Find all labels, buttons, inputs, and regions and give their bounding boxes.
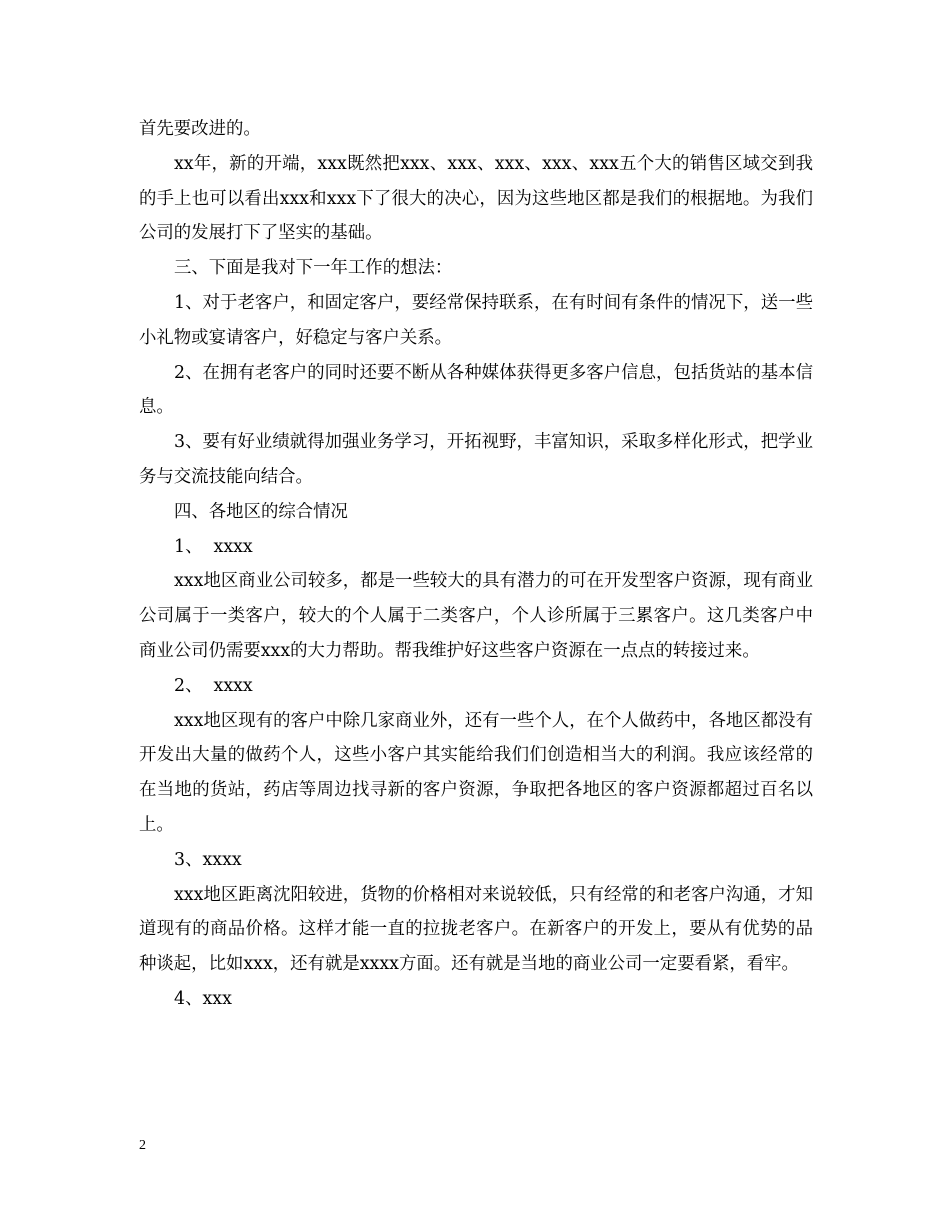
- section-heading-next-year-plan: 三、下面是我对下一年工作的想法：: [174, 258, 453, 279]
- page-body: [139, 112, 813, 1017]
- region-paragraph-1: xxx地区商业公司较多，都是一些较大的具有潜力的可在开发型客户资源，现有商业公司属于一类客户，较大的个人属于二类客户，个人诊所属于三累客户。这几类客户中商业公司仍需要xxx的大力帮助。帮我维护好这些客户资源在一点点的转接过来。: [139, 571, 813, 661]
- region-heading-4: 4、xxx: [174, 988, 232, 1009]
- plan-item-1: 1、对于老客户，和固定客户，要经常保持联系，在有时间有条件的情况下，送一些小礼物或宴请客户，好稳定与客户关系。: [139, 292, 813, 348]
- plan-item-3: 3、要有好业绩就得加强业务学习，开拓视野，丰富知识，采取多样化形式，把学业务与交流技能向结合。: [139, 432, 813, 487]
- region-paragraph-2: xxx地区现有的客户中除几家商业外，还有一些个人，在个人做药中，各地区都没有开发出大量的做药个人，这些小客户其实能给我们们创造相当大的利润。我应该经常的在当地的货站，药店等周边找寻新的客户资源，争取把各地区的客户资源都超过百名以上。: [139, 710, 813, 835]
- paragraph-sales-regions: xx年，新的开端，xxx既然把xxx、xxx、xxx、xxx、xxx五个大的销售区域交到我的手上也可以看出xxx和xxx下了很大的决心，因为这些地区都是我们的根据地。为我们公司的发展打下了坚实的基础。: [139, 153, 813, 244]
- region-heading-3: 3、xxxx: [174, 849, 242, 870]
- paragraph-continuation: 首先要改进的。: [139, 119, 261, 139]
- page-number: 2: [139, 1138, 146, 1153]
- region-heading-2: 2、 xxxx: [174, 675, 253, 696]
- region-paragraph-3: xxx地区距离沈阳较进，货物的价格相对来说较低，只有经常的和老客户沟通，才知道现有的商品价格。这样才能一直的拉拢老客户。在新客户的开发上，要从有优势的品种谈起，比如xxx，还有就是xxxx方面。还有就是当地的商业公司一定要看紧，看牢。: [139, 884, 813, 975]
- plan-item-2: 2、在拥有老客户的同时还要不断从各种媒体获得更多客户信息，包括货站的基本信息。: [139, 362, 813, 418]
- region-heading-1: 1、 xxxx: [174, 536, 253, 557]
- section-heading-regions: 四、各地区的综合情况: [174, 501, 348, 522]
